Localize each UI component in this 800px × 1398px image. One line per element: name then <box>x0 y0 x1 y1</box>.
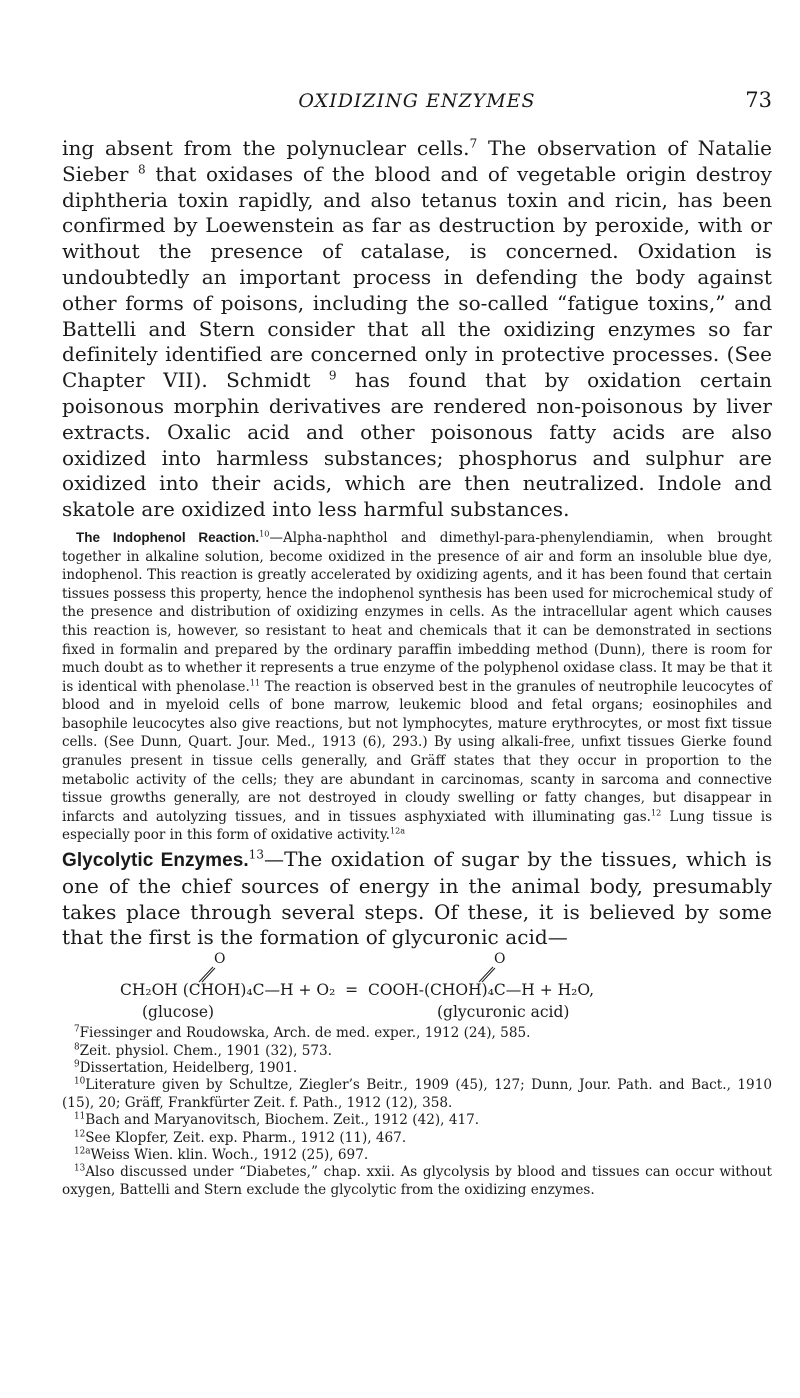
footnote-ref: 12a <box>389 825 406 836</box>
page-number: 73 <box>745 88 772 112</box>
footnote-number: 13 <box>74 1163 86 1174</box>
footnote-10 <box>62 1077 772 1112</box>
paragraph-indophenol-reaction <box>62 529 772 845</box>
footnote-ref: 12 <box>650 807 662 818</box>
footnote-8 <box>62 1043 772 1060</box>
footnote-ref: 8 <box>138 162 146 177</box>
footnote-text: Literature given by Schultze, Ziegler’s Beitr., 1909 (45), 127; Dunn, Jour. Path. and Bact., 1910 (15), 20; Gräff, Frankfürter Zeit. f. Path., 1912 (12), 358. <box>62 1077 772 1111</box>
footnote-7 <box>62 1025 772 1042</box>
footnote-number: 8 <box>74 1042 80 1053</box>
label-glycuronic-acid: (glycuronic acid) <box>437 1003 570 1022</box>
text-run: —Alpha-naphthol and dimethyl-para-phenylendiamin, when brought together in alkaline solution, become oxidized in the presence of air and form an insoluble blue dye, indophenol. This reaction is greatly accelerated by oxidizing agents, and it has been found that certain tissues possess this property, hence the indophenol synthesis has been used for microchemical study of the presence and distribution of oxidizing enzymes in cells. As the intracellular agent which causes this reaction is, however, so resistant to heat and chemicals that it can be demonstrated in sections fixed in formalin and prepared by the ordinary paraffin imbedding method (Dunn), there is room for much doubt as to whether it represents a true enzyme of the polyphenol oxidase class. It may be that it is identical with phenolase. <box>62 529 772 695</box>
footnote-text: Dissertation, Heidelberg, 1901. <box>79 1060 298 1077</box>
footnote-text: Fiessinger and Roudowska, Arch. de med. exper., 1912 (24), 585. <box>79 1025 531 1042</box>
footnote-9 <box>62 1060 772 1077</box>
page-header <box>62 90 772 116</box>
footnote-number: 7 <box>74 1024 80 1035</box>
footnote-text: Zeit. physiol. Chem., 1901 (32), 573. <box>79 1042 332 1059</box>
footnote-ref: 11 <box>249 677 261 688</box>
footnote-number: 12 <box>74 1129 86 1140</box>
running-head: OXIDIZING ENZYMES <box>298 90 536 112</box>
footnote-number: 12a <box>74 1146 91 1157</box>
footnotes <box>62 1025 772 1199</box>
text-run: has found that by oxidation certain poisonous morphin derivatives are rendered non-poisonous by liver extracts. Oxalic acid and other poisonous fatty acids are also oxidized into harmless substances; phosphorus and sulphur are oxidized into their acids, which are then neutralized. Indole and skatole are oxidized into less harmful substances. <box>62 368 772 522</box>
footnote-ref: 13 <box>248 847 265 862</box>
footnote-text: Also discussed under “Diabetes,” chap. xxii. As glycolysis by blood and tissues can occur without oxygen, Battelli and Stern exclude the glycolytic from the oxidizing enzymes. <box>62 1164 772 1198</box>
aldehyde-oxygen-left: O <box>214 951 226 968</box>
footnote-ref: 9 <box>328 368 337 383</box>
footnote-text: Bach and Maryanovitsch, Biochem. Zeit., 1912 (42), 417. <box>85 1112 480 1129</box>
equation-formula: CH₂OH (CHOH)₄C—H + O₂ = COOH-(CHOH)₄C—H + H₂O, <box>120 981 595 1000</box>
text-run: —The oxidation of sugar by the tissues, which is one of the chief sources of energy in the animal body, presumably takes place through several steps. Of these, it is believed by some that the first is the formation of glycuronic acid— <box>62 847 772 950</box>
footnote-13 <box>62 1164 772 1199</box>
section-heading-glycolytic: Glycolytic Enzymes. <box>62 850 249 872</box>
paragraph-oxidation-defense <box>62 136 772 523</box>
text-run: Lung tissue is especially poor in this form of oxidative activity. <box>62 808 772 844</box>
footnote-ref: 10 <box>259 528 270 539</box>
text-run: The observation of Natalie Sieber <box>62 136 772 186</box>
footnote-text: See Klopfer, Zeit. exp. Pharm., 1912 (11), 467. <box>85 1129 407 1146</box>
page-body <box>62 136 772 1199</box>
footnote-12a <box>62 1147 772 1164</box>
footnote-number: 9 <box>74 1059 80 1070</box>
footnote-text: Weiss Wien. klin. Woch., 1912 (25), 697. <box>90 1147 369 1164</box>
text-run: ing absent from the polynuclear cells. <box>62 136 470 160</box>
paragraph-glycolytic-enzymes <box>62 847 772 951</box>
footnote-12 <box>62 1130 772 1147</box>
aldehyde-oxygen-right: O <box>494 951 506 968</box>
footnote-number: 11 <box>74 1111 86 1122</box>
footnote-ref: 7 <box>469 136 478 151</box>
chemical-equation <box>62 953 772 1021</box>
footnote-11 <box>62 1112 772 1129</box>
text-run: that oxidases of the blood and of vegetable origin destroy diphtheria toxin rapidly, and also tetanus toxin and ricin, has been confirmed by Loewenstein as far as destruction by peroxide, with or without the presence of catalase, is concerned. Oxidation is undoubtedly an important process in defending the body against other forms of poisons, including the so-called “fatigue toxins,” and Battelli and Stern consider that all the oxidizing enzymes so far definitely identified are concerned only in protective processes. (See Chapter VII). Schmidt <box>62 161 772 393</box>
label-glucose: (glucose) <box>142 1003 215 1022</box>
section-heading-indophenol: The Indophenol Reaction. <box>76 529 260 545</box>
text-run: The reaction is observed best in the granules of neutrophile leucocytes of blood and in myeloid cells of bone marrow, leukemic blood and fetal organs; eosinophiles and basophile leucocytes also give reactions, but not lymphocytes, mature erythrocytes, or most fixt tissue cells. (See Dunn, Quart. Jour. Med., 1913 (6), 293.) By using alkali-free, unfixt tissues Gierke found granules present in tissue cells generally, and Gräff states that they occur in proportion to the metabolic activity of the cells; they are abundant in carcinomas, scanty in sarcoma and connective tissue growths generally, are not destroyed in cloudy swelling or fatty changes, but disappear in infarcts and autolyzing tissues, and in tissues asphyxiated with illuminating gas. <box>62 678 772 825</box>
footnote-number: 10 <box>74 1076 86 1087</box>
